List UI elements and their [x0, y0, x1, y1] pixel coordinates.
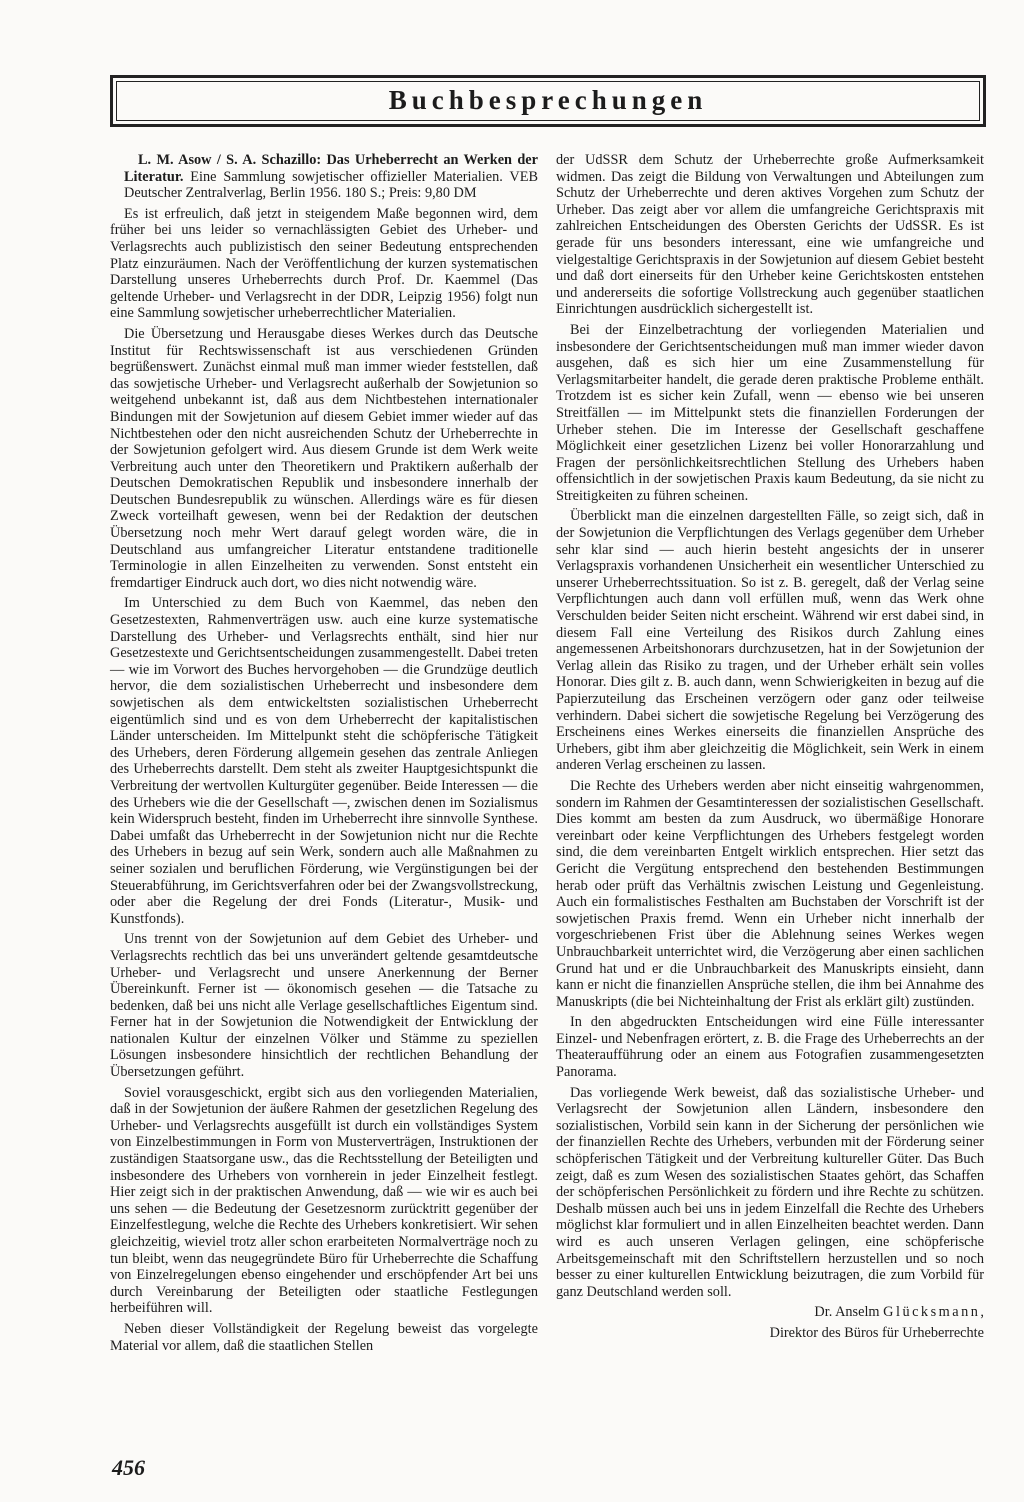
- reviewer-position: Direktor des Büros für Urheberrechte: [769, 1324, 984, 1341]
- paragraph: Bei der Einzelbetrachtung der vorliegenden Materialien und insbesondere der Gerichtsentscheidungen muß man immer wieder davon ausgehen, daß es sich hier um eine Zusammenstellung für Verlagsmitarbeiter handelt, die gerade deren praktische Probleme enthält. Trotzdem ist es sicher kein Zufall, wenn — ebenso wie bei unseren Streitfällen — im Mittelpunkt stets die finanziellen Forderungen der Urheber stehen. Die im Interesse der Gesellschaft geschaffene Möglichkeit einer gesetzlichen Lizenz bei voller Honorarzahlung und Fragen der persönlichkeitsrechtlichen Stellung des Urhebers haben offensichtlich in der sowjetischen Praxis kaum Bedeutung, da sie nicht zu Streitigkeiten zu führen scheinen.: [556, 321, 984, 504]
- book-authors-title: L. M. Asow / S. A. Schazillo: Das Urheberrecht an Werken der Literatur.: [124, 152, 538, 185]
- section-title: Buchbesprechungen: [388, 85, 708, 115]
- left-column: [110, 152, 538, 1358]
- book-details: Eine Sammlung sowjetischer offizieller Materialien. VEB Deutscher Zentralverlag, Berlin 1956. 180 S.; Preis: 9,80 DM: [124, 168, 538, 202]
- paragraph: In den abgedruckten Entscheidungen wird eine Fülle interessanter Einzel- und Nebenfragen erörtert, z. B. die Frage des Urheberrechts an der Theateraufführung oder an einem aus Fotografien zusammengesetzten Panorama.: [556, 1014, 984, 1081]
- paragraph: Die Rechte des Urhebers werden aber nicht einseitig wahrgenommen, sondern im Rahmen der Gesamtinteressen der sozialistischen Gesellschaft. Dies kommt am besten da zum Ausdruck, wo übermäßige Honorare vereinbart oder keine Verpflichtungen des Urhebers festgelegt worden sind, die dem vereinbarten Entgelt wirklich entsprechen. Hier setzt das Gericht die Vergütung entsprechend den bestehenden Bestimmungen herab oder prüft das Verhältnis zwischen Leistung und Gegenleistung. Auch ein formalistisches Festhalten am Buchstaben der Vorschrift ist der sowjetischen Praxis fremd. Wenn ein Urheber nicht innerhalb der vorgeschriebenen Frist über die Ablehnung seines Werkes wegen Unbrauchbarkeit unterrichtet wird, die Verzögerung aber einen sachlichen Grund hat und er die Unbrauchbarkeit des Manuskripts einsieht, dann kann er nicht die finanziellen Ansprüche stellen, die ihm bei Annahme des Manuskripts (die bei Nichteinhaltung der Frist als erklärt gilt) zustünden.: [556, 777, 984, 1010]
- paragraph: Es ist erfreulich, daß jetzt in steigendem Maße begonnen wird, dem früher bei uns leider so vernachlässigten Gebiet des Urheber- und Verlagsrechts auch publizistisch den seiner Bedeutung entsprechenden Platz einzuräumen. Nach der Veröffentlichung der kurzen systematischen Darstellung unseres Urheberrechts durch Prof. Dr. Kaemmel (Das geltende Urheber- und Verlagsrecht in der DDR, Leipzig 1956) folgt nun eine Sammlung sowjetischer urheberrechtlicher Materialien.: [110, 205, 538, 322]
- paragraph: Soviel vorausgeschickt, ergibt sich aus den vorliegenden Materialien, daß in der Sowjetunion der äußere Rahmen der gesetzlichen Regelung des Urheber- und Verlagsrechts ausgefüllt ist durch ein vollständiges System von Einzelbestimmungen in Form von Musterverträgen, Instruktionen der zuständigen Staatsorgane usw., das die Rechtsstellung der Beteiligten und insbesondere des Urhebers von vornherein in jeder Einzelheit festlegt. Hier zeigt sich in der praktischen Anwendung, daß — wie wir es auch bei uns sehen — die Bedeutung der Gesetzesnorm zurücktritt gegenüber der Einzelfestlegung, welche die Rechte des Urhebers konkretisiert. Wir sehen gleichzeitig, wieviel trotz aller schon erarbeiteten Normalverträge noch zu tun bleibt, wenn das neugegründete Büro für Urheberrechte die Schaffung von Einzelregelungen ebenso eingehender und erschöpfender Art bei uns durch Vereinbarung der Beteiligten oder staatliche Festlegungen herbeiführen will.: [110, 1084, 538, 1317]
- reviewer-name: [556, 1304, 984, 1321]
- paragraph: Uns trennt von der Sowjetunion auf dem Gebiet des Urheber- und Verlagsrechts rechtlich das bei uns unverändert geltende gesamtdeutsche Urheber- und Verlagsrecht und unsere Anerkennung der Berner Übereinkunft. Ferner ist — ökonomisch gesehen — die Tatsache zu bedenken, daß bei uns nicht alle Verlage gesellschaftliches Eigentum sind. Ferner hat in der Sowjetunion die Notwendigkeit der Entwicklung der nationalen Kultur der einzelnen Völker und Stämme zu speziellen Lösungen insbesondere hinsichtlich der rechtlichen Behandlung der Übersetzungen geführt.: [110, 931, 538, 1081]
- paragraph: der UdSSR dem Schutz der Urheberrechte große Aufmerksamkeit widmen. Das zeigt die Bildung von Verwaltungen und Abteilungen zum Schutz der Urheberrechte und deren aktives Vorgehen zum Schutz der Urheber. Das zeigt aber vor allem die umfangreiche Gerichtspraxis mit zahlreichen Entscheidungen des Obersten Gerichts der UdSSR. Es ist gerade für uns besonders interessant, eine wie umfangreiche und vielgestaltige Gerichtspraxis in der Sowjetunion auf diesem Gebiet besteht und daß dort einerseits für den Urheber keine Gerichtskosten entstehen und andererseits die sofortige Vollstreckung auch gegenüber staatlichen Einrichtungen ausdrücklich sichergestellt ist.: [556, 152, 984, 318]
- reviewer-surname: Glücksmann: [883, 1304, 981, 1321]
- book-reference: [110, 152, 538, 202]
- paragraph: Neben dieser Vollständigkeit der Regelung beweist das vorgelegte Material vor allem, daß die staatlichen Stellen: [110, 1320, 538, 1354]
- reviewer-name-prefix: Dr. Anselm: [814, 1304, 884, 1321]
- paragraph: Im Unterschied zu dem Buch von Kaemmel, das neben den Gesetzestexten, Rahmenverträgen usw. auch eine kurze systematische Darstellung des Urheber- und Verlagsrechts enthält, sind hier nur Gesetzestexte und Gerichtsentscheidungen zusammengestellt. Dabei treten — wie im Vorwort des Buches hervorgehoben — die Grundzüge deutlich hervor, die dem sozialistischen Urheberrecht und insbesondere dem sowjetischen als dem entwickeltsten sozialistischen Urheberrecht eigentümlich sind und es von dem Urheberrecht der kapitalistischen Länder unterscheiden. Im Mittelpunkt steht die schöpferische Tätigkeit des Urhebers, deren Förderung allgemein gesehen das zentrale Anliegen des Urheberrechts darstellt. Dem steht als zweiter Hauptgesichtspunkt die Verbreitung der wertvollen Kulturgüter gegenüber. Beide Interessen — die des Urhebers wie die der Gesellschaft —, zwischen denen im Sozialismus kein Widerspruch besteht, finden im Urheberrecht ihre sinnvolle Synthese. Dabei umfaßt das Urheberrecht in der Sowjetunion nicht nur die Rechte des Urhebers in bezug auf sein Werk, sondern auch alle Maßnahmen zu seiner sozialen und beruflichen Förderung, wie Vergünstigungen bei der Steuerabführung, im Gerichtsverfahren oder bei der Zwangsvollstreckung, oder aber die Regelung der drei Fonds (Literatur-, Musik- und Kunstfonds).: [110, 595, 538, 927]
- page-number: 456: [112, 1455, 145, 1480]
- paragraph: Das vorliegende Werk beweist, daß das sozialistische Urheber- und Verlagsrecht der Sowjetunion allen Ländern, insbesondere den sozialistischen, Vorbild sein kann in der Sicherung der persönlichen wie der finanziellen Rechte des Urhebers, verbunden mit der Förderung seiner schöpferischen Tätigkeit und der Verbreitung kultureller Güter. Das Buch zeigt, daß es zum Wesen des sozialistischen Staates gehört, das Schaffen der schöpferischen Persönlichkeit zu fördern und ihre Rechte zu schützen. Deshalb müssen auch bei uns in jedem Einzelfall die Rechte des Urhebers möglichst klar formuliert und in allen Einzelheiten beachtet werden. Dann wird es auch unseren Verlagen gelingen, eine schöpferische Arbeitsgemeinschaft mit den Schriftstellern herzustellen und so noch besser zu einer kulturellen Entwicklung beizutragen, die zum Vorbild für ganz Deutschland werden soll.: [556, 1084, 984, 1300]
- section-header-frame: [110, 75, 986, 127]
- right-column: [556, 152, 984, 1346]
- paragraph: Überblickt man die einzelnen dargestellten Fälle, so zeigt sich, daß in der Sowjetunion die Verpflichtungen des Verlags gegenüber dem Urheber sehr klar sind — auch hierin besteht angesichts der in unserer Verlagspraxis vorhandenen Unsicherheit ein wesentlicher Unterschied zu unserer Urheberrechtssituation. So ist z. B. geregelt, daß der Verlag seine Verpflichtungen auch dann voll erfüllen muß, wenn das Werk ohne Verschulden beider Seiten nicht erscheint. Während wir erst dabei sind, in diesem Fall eine Verteilung des Risikos durch Zahlung eines angemessenen Arbeitshonorars durchzusetzen, hat in der Sowjetunion der Verlag allein das Risiko zu tragen, und der Urheber erhält sein volles Honorar. Dies gilt z. B. auch dann, wenn Schwierigkeiten in bezug auf die Papierzuteilung das Erscheinen verzögern oder ganz oder teilweise verhindern. Dabei sichert die sowjetische Regelung bei Verzögerung des Erscheinens eines Werkes einerseits die finanziellen Ansprüche des Urhebers, gibt ihm aber gleichzeitig die Möglichkeit, sein Werk in einem anderen Verlag erscheinen zu lassen.: [556, 508, 984, 774]
- paragraph: Die Übersetzung und Herausgabe dieses Werkes durch das Deutsche Institut für Rechtswissenschaft ist aus verschiedenen Gründen begrüßenswert. Zunächst einmal muß man immer wieder feststellen, daß das sowjetische Urheber- und Verlagsrecht außerhalb der Sowjetunion so weitgehend unbekannt ist, daß aus dem Nichtbestehen internationaler Bindungen mit der Sowjetunion auf diesem Gebiet immer wieder auf das Nichtbestehen oder den nicht ausreichenden Schutz der Urheberrechte in der Sowjetunion gefolgert wird. Aus diesem Grunde ist dem Werk weite Verbreitung auch unter den Theoretikern und Praktikern außerhalb der Deutschen Demokratischen Republik und insbesondere innerhalb der Deutschen Bundesrepublik zu wünschen. Allerdings wäre es für diesen Zweck vorteilhaft gewesen, wenn bei der Redaktion der deutschen Übersetzung noch mehr Wert darauf gelegt worden wäre, die in Deutschland aus umfangreicher Literatur entstandene traditionelle Terminologie in allen Einzelheiten zu verwenden. Sonst entsteht ein fremdartiger Eindruck auch dort, wo dies nicht notwendig wäre.: [110, 325, 538, 591]
- reviewer-name-suffix: ,: [980, 1304, 984, 1321]
